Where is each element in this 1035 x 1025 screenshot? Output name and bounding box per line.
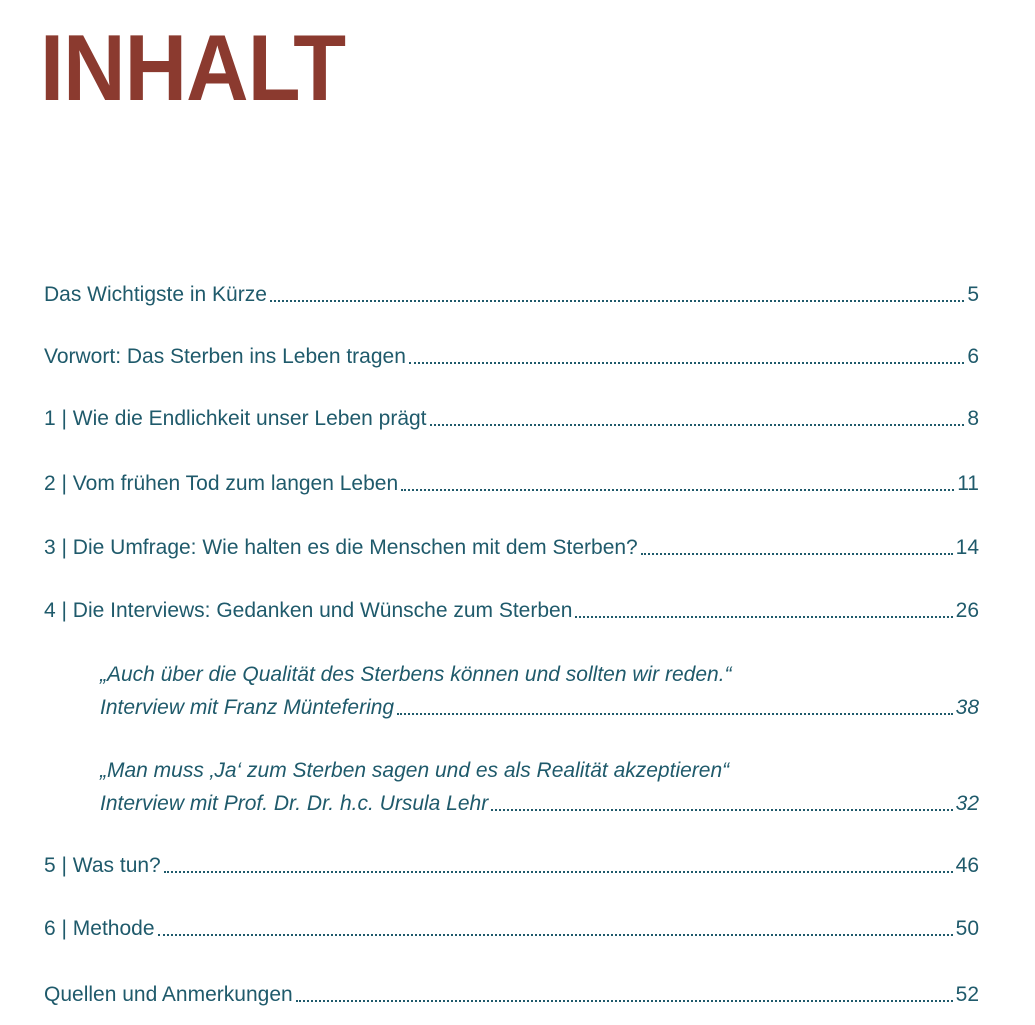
toc-entry-vorwort[interactable] (44, 344, 979, 370)
dot-leader (397, 713, 953, 715)
toc-entry-chapter-4[interactable] (44, 598, 979, 624)
toc-entry-page: 38 (955, 696, 979, 719)
dot-leader (164, 871, 953, 873)
dot-leader (409, 362, 964, 364)
toc-entry-label: Vorwort: Das Sterben ins Leben tragen (44, 345, 406, 368)
interview-quote: „Man muss ‚Ja‘ zum Sterben sagen und es als Realität akzeptieren“ (100, 759, 730, 782)
toc-entry-label: 4 | Die Interviews: Gedanken und Wünsche zum Sterben (44, 599, 573, 622)
toc-entry-page: 14 (955, 536, 979, 559)
toc-entry-label: 1 | Wie die Endlichkeit unser Leben prägt (44, 407, 427, 430)
toc-entry-chapter-3[interactable] (44, 535, 979, 561)
toc-entry-label: Interview mit Prof. Dr. Dr. h.c. Ursula Lehr (100, 792, 489, 815)
toc-entry-label: 2 | Vom frühen Tod zum langen Leben (44, 472, 399, 495)
toc-entry-page: 50 (955, 917, 979, 940)
toc-entry-page: 8 (967, 407, 979, 430)
dot-leader (158, 934, 953, 936)
dot-leader (296, 1000, 953, 1002)
dot-leader (575, 616, 952, 618)
toc-entry-label: Das Wichtigste in Kürze (44, 283, 267, 306)
toc-entry-page: 6 (967, 345, 979, 368)
toc-entry-label: 5 | Was tun? (44, 854, 161, 877)
interview-quote: „Auch über die Qualität des Sterbens können und sollten wir reden.“ (100, 663, 732, 686)
dot-leader (491, 809, 952, 811)
toc-entry-chapter-1[interactable] (44, 406, 979, 432)
toc-entry-chapter-5[interactable] (44, 853, 979, 879)
toc-entry-das-wichtigste[interactable] (44, 282, 979, 308)
toc-entry-chapter-6[interactable] (44, 916, 979, 942)
toc-entry-interview-lehr[interactable] (100, 791, 979, 817)
dot-leader (430, 424, 965, 426)
toc-entry-page: 5 (967, 283, 979, 306)
toc-entry-quellen[interactable] (44, 982, 979, 1008)
toc-entry-page: 32 (955, 792, 979, 815)
toc-entry-page: 11 (957, 472, 979, 495)
toc-entry-chapter-2[interactable] (44, 471, 979, 497)
page-title: INHALT (40, 15, 346, 120)
toc-entry-interview-muentefering[interactable] (100, 695, 979, 721)
toc-entry-page: 52 (955, 983, 979, 1006)
toc-entry-page: 46 (955, 854, 979, 877)
toc-entry-label: 3 | Die Umfrage: Wie halten es die Menschen mit dem Sterben? (44, 536, 638, 559)
dot-leader (270, 300, 964, 302)
dot-leader (401, 489, 954, 491)
toc-entry-label: 6 | Methode (44, 917, 155, 940)
toc-entry-page: 26 (955, 599, 979, 622)
toc-entry-label: Quellen und Anmerkungen (44, 983, 293, 1006)
toc-entry-label: Interview mit Franz Müntefering (100, 696, 395, 719)
dot-leader (641, 553, 953, 555)
